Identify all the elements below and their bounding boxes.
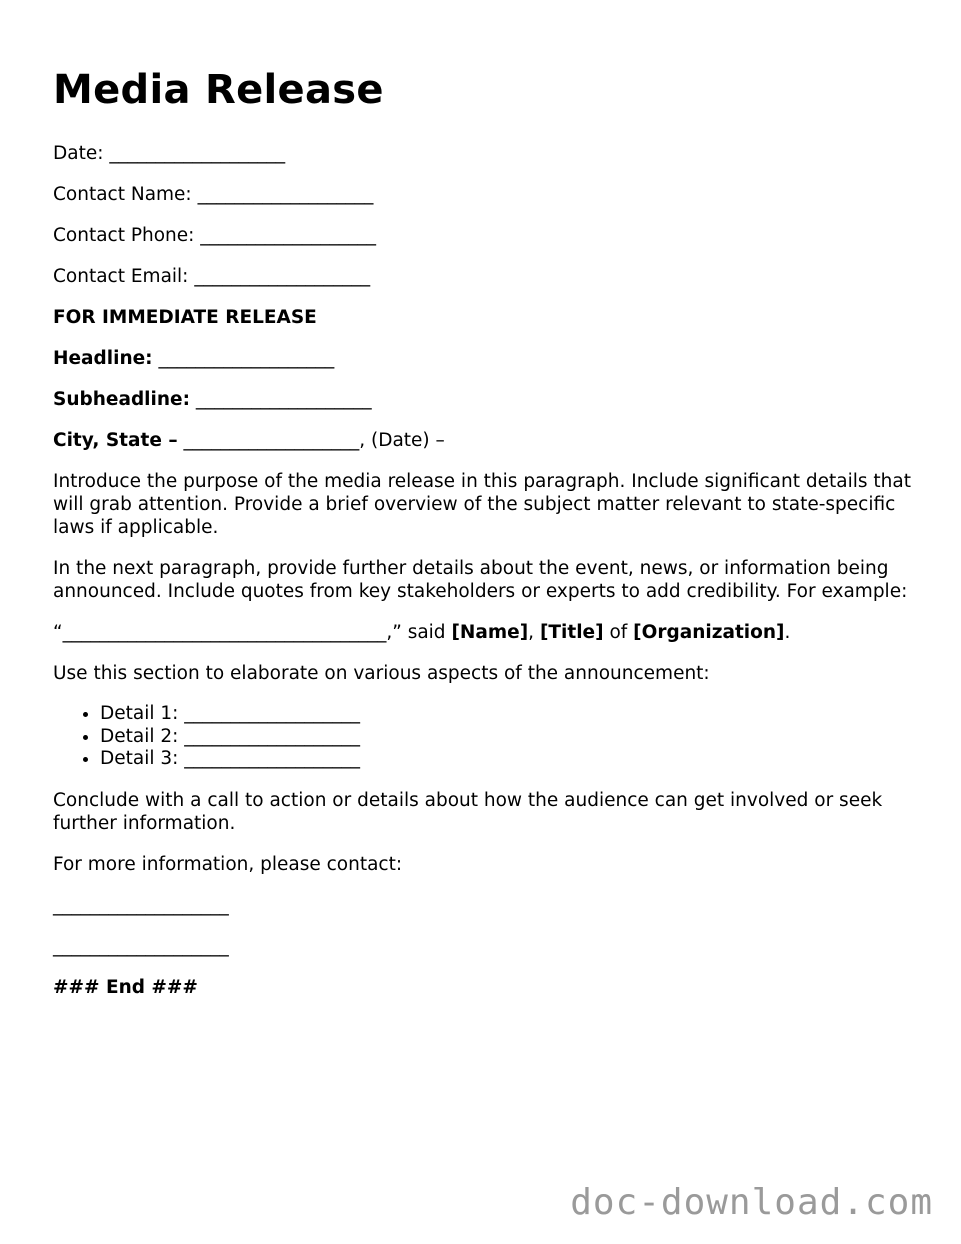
contact-email-label: Contact Email: xyxy=(53,266,189,287)
headline-blank: ___________________ xyxy=(158,348,335,369)
headline-field xyxy=(53,347,913,370)
contact-phone-field xyxy=(53,224,913,247)
subheadline-blank: ___________________ xyxy=(195,389,372,410)
release-tag: FOR IMMEDIATE RELEASE xyxy=(53,307,317,328)
details-list xyxy=(53,703,913,771)
contact-name-blank: ___________________ xyxy=(197,184,374,205)
elaborate-paragraph: Use this section to elaborate on various aspects of the announcement: xyxy=(53,663,710,684)
subheadline-label: Subheadline: xyxy=(53,389,190,410)
watermark: doc-download.com xyxy=(570,1182,933,1223)
date-blank: ___________________ xyxy=(109,143,286,164)
date-field xyxy=(53,142,913,165)
quote-blank: ___________________________________ xyxy=(62,622,387,643)
signature-line-2: ___________________ xyxy=(53,935,229,957)
more-info-paragraph: For more information, please contact: xyxy=(53,853,403,875)
contact-name-field xyxy=(53,183,913,206)
dateline-label: City, State – xyxy=(53,430,178,451)
quote-organization: [Organization] xyxy=(633,622,785,643)
dateline xyxy=(53,429,913,452)
quote-line: “___________________________________,” said [Name], [Title] of [Organization]. xyxy=(53,622,791,643)
end-marker: ### End ### xyxy=(53,976,198,998)
quote-name: [Name] xyxy=(451,622,529,643)
contact-phone-blank: ___________________ xyxy=(200,225,377,246)
conclude-paragraph: Conclude with a call to action or details about how the audience can get involved or seek further information. xyxy=(53,789,883,834)
list-item: • Detail 1: ___________________ xyxy=(100,703,913,726)
dateline-suffix: , (Date) – xyxy=(359,430,445,451)
contact-phone-label: Contact Phone: xyxy=(53,225,195,246)
contact-email-blank: ___________________ xyxy=(194,266,371,287)
contact-email-field xyxy=(53,265,913,288)
headline-label: Headline: xyxy=(53,348,153,369)
signature-line-1: ___________________ xyxy=(53,894,229,916)
document-title: Media Release xyxy=(53,67,384,113)
contact-name-label: Contact Name: xyxy=(53,184,192,205)
list-item: • Detail 2: ___________________ xyxy=(100,726,913,749)
document-page xyxy=(53,60,913,1017)
subheadline-field xyxy=(53,388,913,411)
list-item: • Detail 3: ___________________ xyxy=(100,748,913,771)
quote-title: [Title] xyxy=(539,622,604,643)
date-label: Date: xyxy=(53,143,104,164)
details-paragraph: In the next paragraph, provide further details about the event, news, or information being announced. Include quotes from key stakeholders or experts to add credibility. For example: xyxy=(53,558,908,602)
intro-paragraph: Introduce the purpose of the media release in this paragraph. Include significant details that will grab attention. Provide a brief overview of the subject matter relevant to state-specific laws if applicable. xyxy=(53,471,911,538)
dateline-blank: ___________________ xyxy=(183,430,360,451)
